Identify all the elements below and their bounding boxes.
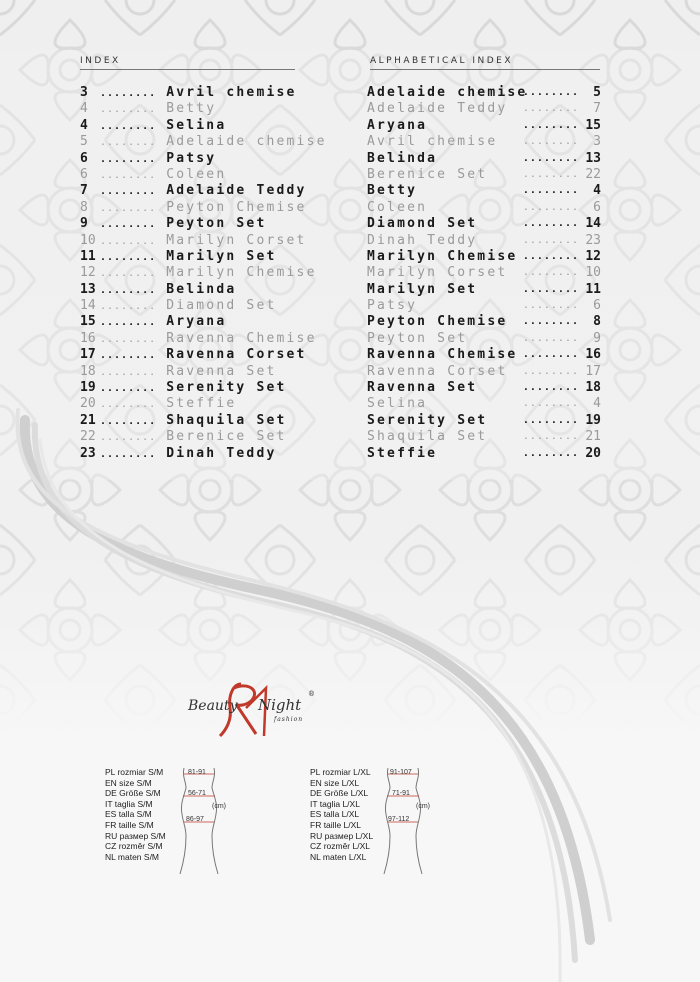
leader-dots: ........ bbox=[522, 349, 579, 361]
entry-name: Ravenna Chemise bbox=[166, 330, 317, 346]
leader-dots: ........ bbox=[100, 169, 157, 181]
page-number: 8 bbox=[593, 314, 601, 330]
size-label: FR taille L/XL bbox=[310, 819, 362, 830]
leader-dots: ........ bbox=[522, 136, 579, 148]
leader-dots: ........ bbox=[522, 267, 579, 279]
entry-name: Ravenna Corset bbox=[367, 363, 508, 379]
leader-dots: ........ bbox=[100, 415, 157, 427]
alphabetical-entry bbox=[367, 396, 601, 412]
index-entry bbox=[80, 183, 327, 199]
index-heading: INDEX bbox=[80, 56, 295, 70]
entry-name: Belinda bbox=[367, 150, 438, 166]
entry-name: Aryana bbox=[166, 314, 227, 330]
size-label: ES talla L/XL bbox=[310, 809, 360, 820]
entry-name: Marilyn Corset bbox=[367, 265, 508, 281]
alphabetical-entry bbox=[367, 298, 601, 314]
page-number: 12 bbox=[585, 248, 601, 264]
size-label: IT taglia L/XL bbox=[310, 798, 360, 809]
page-number: 21 bbox=[80, 412, 96, 428]
leader-dots: ........ bbox=[522, 87, 579, 98]
size-labels-sm bbox=[105, 767, 166, 862]
entry-name: Peyton Set bbox=[367, 330, 468, 346]
entry-name: Steffie bbox=[166, 396, 237, 412]
page-number: 22 bbox=[585, 166, 601, 182]
index-entry bbox=[80, 347, 327, 363]
brand-logo bbox=[186, 680, 316, 740]
size-label: EN size S/M bbox=[105, 777, 152, 788]
unit-label-sm: (cm) bbox=[212, 803, 226, 810]
entry-name: Shaquila Set bbox=[166, 412, 287, 428]
size-label: NL maten L/XL bbox=[310, 851, 367, 862]
hips-measure-lxl: 97-112 bbox=[388, 816, 410, 823]
leader-dots: ........ bbox=[522, 398, 579, 410]
leader-dots: ........ bbox=[100, 235, 157, 247]
page-number: 6 bbox=[80, 150, 88, 166]
leader-dots: ........ bbox=[522, 431, 579, 443]
index-entry bbox=[80, 118, 327, 134]
index-entry bbox=[80, 396, 327, 412]
leader-dots: ........ bbox=[522, 316, 579, 328]
unit-label-lxl: (cm) bbox=[416, 803, 430, 810]
entry-name: Shaquila Set bbox=[367, 429, 488, 445]
leader-dots: ........ bbox=[100, 88, 157, 99]
entry-name: Peyton Chemise bbox=[166, 199, 307, 215]
page-number: 23 bbox=[585, 232, 601, 248]
index-entry bbox=[80, 200, 327, 216]
page-number: 5 bbox=[593, 85, 601, 100]
index-entry bbox=[80, 446, 327, 462]
logo-subtitle: fashion bbox=[274, 716, 304, 723]
index-entry bbox=[80, 380, 327, 396]
entry-name: Ravenna Corset bbox=[166, 347, 307, 363]
entry-name: Peyton Set bbox=[166, 216, 267, 232]
page-number: 4 bbox=[593, 396, 601, 412]
page-number: 15 bbox=[80, 314, 96, 330]
alphabetical-entry bbox=[367, 331, 601, 347]
entry-name: Coleen bbox=[166, 166, 227, 182]
leader-dots: ........ bbox=[100, 366, 157, 378]
size-labels-lxl bbox=[310, 767, 373, 862]
leader-dots: ........ bbox=[522, 447, 579, 459]
size-label: ES talla S/M bbox=[105, 809, 152, 820]
leader-dots: ........ bbox=[522, 201, 579, 213]
entry-name: Dinah Teddy bbox=[166, 445, 277, 461]
page-number: 16 bbox=[585, 347, 601, 363]
alphabetical-entry bbox=[367, 446, 601, 462]
alphabetical-entry bbox=[367, 118, 601, 134]
leader-dots: ........ bbox=[100, 120, 157, 132]
leader-dots: ........ bbox=[522, 185, 579, 197]
alphabetical-index-list bbox=[367, 85, 601, 462]
index-entry bbox=[80, 265, 327, 281]
entry-name: Berenice Set bbox=[166, 429, 287, 445]
registered-mark: ® bbox=[308, 690, 315, 698]
page-number: 17 bbox=[80, 347, 96, 363]
index-entry bbox=[80, 216, 327, 232]
entry-name: Avril chemise bbox=[166, 85, 297, 100]
index-entry bbox=[80, 85, 327, 101]
page-number: 6 bbox=[80, 166, 88, 182]
page-number: 19 bbox=[80, 380, 96, 396]
alphabetical-entry bbox=[367, 282, 601, 298]
page-number: 11 bbox=[80, 248, 96, 264]
page-number: 4 bbox=[80, 117, 88, 133]
leader-dots: ........ bbox=[100, 399, 157, 411]
leader-dots: ........ bbox=[522, 218, 579, 230]
waist-measure-lxl: 71-91 bbox=[392, 790, 410, 797]
leader-dots: ........ bbox=[522, 152, 579, 164]
index-entry bbox=[80, 314, 327, 330]
index-entry bbox=[80, 151, 327, 167]
leader-dots: ........ bbox=[522, 300, 579, 312]
leader-dots: ........ bbox=[522, 382, 579, 394]
entry-name: Ravenna Set bbox=[367, 380, 478, 396]
entry-name: Coleen bbox=[367, 199, 428, 215]
page-number: 4 bbox=[80, 101, 88, 117]
entry-name: Marilyn Set bbox=[166, 248, 277, 264]
size-label: RU размер S/M bbox=[105, 830, 166, 841]
index-list bbox=[80, 85, 327, 462]
leader-dots: ........ bbox=[522, 365, 579, 377]
index-entry bbox=[80, 429, 327, 445]
index-entry bbox=[80, 233, 327, 249]
page-number: 10 bbox=[585, 265, 601, 281]
entry-name: Steffie bbox=[367, 445, 438, 461]
leader-dots: ........ bbox=[100, 202, 157, 214]
page-number: 12 bbox=[80, 265, 96, 281]
hips-measure-sm: 86-97 bbox=[186, 816, 204, 823]
entry-name: Diamond Set bbox=[166, 298, 277, 314]
leader-dots: ........ bbox=[100, 219, 157, 231]
page-number: 5 bbox=[80, 134, 88, 150]
alphabetical-entry bbox=[367, 183, 601, 199]
page-number: 16 bbox=[80, 330, 96, 346]
entry-name: Ravenna Chemise bbox=[367, 347, 518, 363]
entry-name: Adelaide chemise bbox=[367, 85, 528, 100]
alphabetical-entry bbox=[367, 413, 601, 429]
entry-name: Dinah Teddy bbox=[367, 232, 478, 248]
page-number: 14 bbox=[585, 216, 601, 232]
page-number: 9 bbox=[593, 330, 601, 346]
leader-dots: ........ bbox=[100, 284, 157, 296]
alphabetical-entry bbox=[367, 265, 601, 281]
leader-dots: ........ bbox=[100, 268, 157, 280]
entry-name: Marilyn Chemise bbox=[166, 265, 317, 281]
size-label: CZ rozměr S/M bbox=[105, 841, 163, 852]
size-label: EN size L/XL bbox=[310, 777, 360, 788]
page-number: 21 bbox=[585, 429, 601, 445]
index-entry bbox=[80, 134, 327, 150]
page-number: 7 bbox=[593, 101, 601, 117]
alphabetical-entry bbox=[367, 200, 601, 216]
index-entry bbox=[80, 331, 327, 347]
leader-dots: ........ bbox=[522, 283, 579, 295]
entry-name: Peyton Chemise bbox=[367, 314, 508, 330]
page-number: 9 bbox=[80, 216, 88, 232]
page-number: 23 bbox=[80, 445, 96, 461]
index-entry bbox=[80, 282, 327, 298]
leader-dots: ........ bbox=[100, 448, 157, 460]
page-number: 3 bbox=[593, 134, 601, 150]
entry-name: Marilyn Set bbox=[367, 281, 478, 297]
alphabetical-entry bbox=[367, 101, 601, 117]
page-number: 13 bbox=[80, 281, 96, 297]
alphabetical-entry bbox=[367, 429, 601, 445]
leader-dots: ........ bbox=[100, 333, 157, 345]
leader-dots: ........ bbox=[522, 250, 579, 262]
leader-dots: ........ bbox=[100, 153, 157, 165]
entry-name: Betty bbox=[166, 101, 217, 117]
page-number: 17 bbox=[585, 363, 601, 379]
entry-name: Selina bbox=[166, 117, 227, 133]
entry-name: Belinda bbox=[166, 281, 237, 297]
entry-name: Berenice Set bbox=[367, 166, 488, 182]
leader-dots: ........ bbox=[100, 186, 157, 198]
alphabetical-entry bbox=[367, 85, 601, 101]
entry-name: Aryana bbox=[367, 117, 428, 133]
leader-dots: ........ bbox=[100, 251, 157, 263]
leader-dots: ........ bbox=[100, 383, 157, 395]
alphabetical-entry bbox=[367, 167, 601, 183]
size-label: PL rozmiar S/M bbox=[105, 767, 164, 777]
alphabetical-entry bbox=[367, 216, 601, 232]
leader-dots: ........ bbox=[100, 350, 157, 362]
page-number: 4 bbox=[593, 183, 601, 199]
alphabetical-entry bbox=[367, 347, 601, 363]
entry-name: Serenity Set bbox=[166, 380, 287, 396]
logo-word-night: Night bbox=[258, 696, 302, 714]
size-label: NL maten S/M bbox=[105, 851, 160, 862]
index-entry bbox=[80, 167, 327, 183]
entry-name: Avril chemise bbox=[367, 134, 498, 150]
size-label: PL rozmiar L/XL bbox=[310, 767, 371, 777]
size-label: FR taille S/M bbox=[105, 819, 154, 830]
leader-dots: ........ bbox=[100, 301, 157, 313]
leader-dots: ........ bbox=[522, 234, 579, 246]
index-entry bbox=[80, 364, 327, 380]
bust-measure-lxl: 91-107 bbox=[390, 769, 412, 776]
page-number: 6 bbox=[593, 199, 601, 215]
page-number: 15 bbox=[585, 117, 601, 133]
leader-dots: ........ bbox=[522, 168, 579, 180]
leader-dots: ........ bbox=[100, 432, 157, 444]
size-label: RU размер L/XL bbox=[310, 830, 374, 841]
leader-dots: ........ bbox=[100, 137, 157, 149]
page-number: 10 bbox=[80, 232, 96, 248]
index-entry bbox=[80, 249, 327, 265]
leader-dots: ........ bbox=[522, 414, 579, 426]
entry-name: Marilyn Corset bbox=[166, 232, 307, 248]
entry-name: Serenity Set bbox=[367, 412, 488, 428]
page-number: 19 bbox=[585, 412, 601, 428]
leader-dots: ........ bbox=[522, 332, 579, 344]
alphabetical-entry bbox=[367, 380, 601, 396]
leader-dots: ........ bbox=[522, 103, 579, 115]
alphabetical-entry bbox=[367, 134, 601, 150]
page-number: 13 bbox=[585, 150, 601, 166]
index-entry bbox=[80, 298, 327, 314]
entry-name: Ravenna Set bbox=[166, 363, 277, 379]
page-number: 18 bbox=[80, 363, 96, 379]
entry-name: Adelaide Teddy bbox=[367, 101, 508, 117]
entry-name: Adelaide chemise bbox=[166, 134, 327, 150]
alphabetical-entry bbox=[367, 364, 601, 380]
entry-name: Diamond Set bbox=[367, 216, 478, 232]
page-number: 20 bbox=[80, 396, 96, 412]
entry-name: Betty bbox=[367, 183, 418, 199]
size-label: IT taglia S/M bbox=[105, 798, 153, 809]
alphabetical-entry bbox=[367, 314, 601, 330]
page-number: 11 bbox=[585, 281, 601, 297]
logo-word-beauty: Beauty bbox=[188, 698, 238, 714]
entry-name: Patsy bbox=[166, 150, 217, 166]
page-number: 8 bbox=[80, 199, 88, 215]
entry-name: Adelaide Teddy bbox=[166, 183, 307, 199]
page-number: 14 bbox=[80, 298, 96, 314]
entry-name: Marilyn Chemise bbox=[367, 248, 518, 264]
index-entry bbox=[80, 413, 327, 429]
page-number: 6 bbox=[593, 298, 601, 314]
alphabetical-entry bbox=[367, 233, 601, 249]
alphabetical-entry bbox=[367, 249, 601, 265]
page-number: 20 bbox=[585, 445, 601, 461]
page-number: 18 bbox=[585, 380, 601, 396]
size-label: DE Größe L/XL bbox=[310, 788, 369, 799]
alphabetical-index-heading: ALPHABETICAL INDEX bbox=[370, 56, 600, 70]
waist-measure-sm: 56-71 bbox=[188, 790, 206, 797]
leader-dots: ........ bbox=[522, 119, 579, 131]
page-number: 7 bbox=[80, 183, 88, 199]
size-label: CZ rozměr L/XL bbox=[310, 841, 370, 852]
index-entry bbox=[80, 101, 327, 117]
leader-dots: ........ bbox=[100, 317, 157, 329]
size-label: DE Größe S/M bbox=[105, 788, 161, 799]
page-number: 3 bbox=[80, 85, 88, 100]
bust-measure-sm: 81-91 bbox=[188, 769, 206, 776]
leader-dots: ........ bbox=[100, 104, 157, 116]
entry-name: Patsy bbox=[367, 298, 418, 314]
page-number: 22 bbox=[80, 429, 96, 445]
alphabetical-entry bbox=[367, 151, 601, 167]
entry-name: Selina bbox=[367, 396, 428, 412]
